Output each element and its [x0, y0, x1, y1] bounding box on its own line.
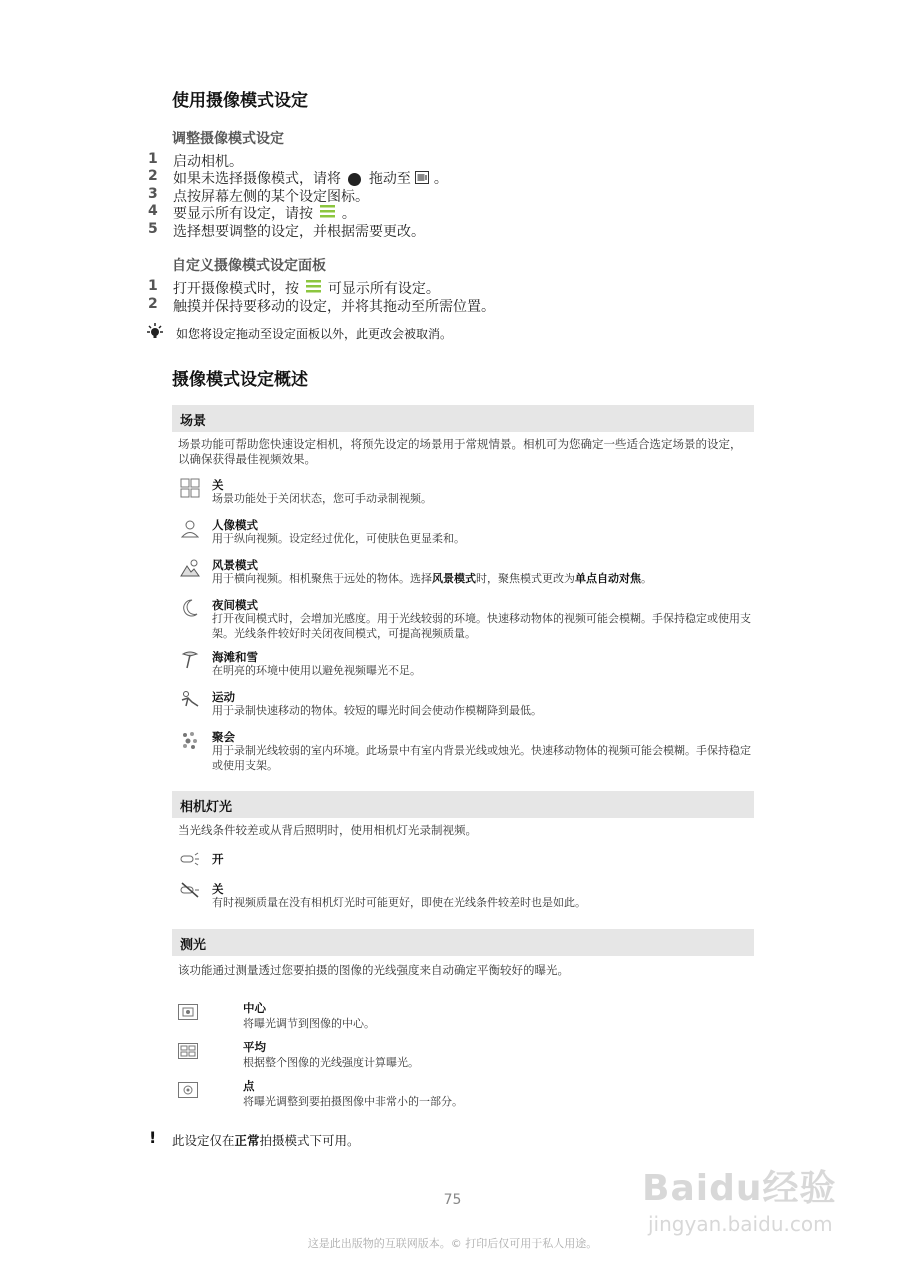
party-icon — [180, 730, 200, 750]
light-item-desc: 有时视频质量在没有相机灯光时可能更好，即使在光线条件较差时也是如此。 — [212, 896, 586, 909]
scene-item-title: 风景模式 — [212, 558, 258, 572]
step-text: 点按屏幕左侧的某个设定图标。 — [173, 189, 369, 205]
step-text-part: 。 — [433, 171, 448, 187]
step-number: 5 — [148, 221, 158, 237]
step-text: 选择想要调整的设定，并根据需要更改。 — [173, 224, 425, 240]
scene-item-desc: 打开夜间模式时，会增加光感度。用于光线较弱的环境。快速移动物体的视频可能会模糊。手保持稳定或使用支架。光线条件较好时关闭夜间模式，可提高视频质量。 — [212, 612, 751, 640]
scene-item-desc: 在明亮的环境中使用以避免视频曝光不足。 — [212, 664, 421, 677]
step-text-part: 打开摄像模式时，按 — [173, 281, 299, 297]
sports-icon — [180, 690, 200, 710]
desc-part: 。 — [641, 572, 652, 585]
light-item-title: 开 — [212, 852, 224, 866]
section-heading-customize: 自定义摄像模式设定面板 — [172, 258, 326, 274]
metering-item-desc: 将曝光调整到要拍摄图像中非常小的一部分。 — [243, 1095, 463, 1108]
step-number: 4 — [148, 203, 158, 219]
center-metering-icon — [178, 1004, 198, 1020]
metering-item-desc: 根据整个图像的光线强度计算曝光。 — [243, 1056, 419, 1069]
light-off-icon — [180, 882, 200, 902]
metering-item-title: 平均 — [243, 1040, 266, 1054]
desc-emphasis: 风景模式 — [432, 572, 476, 585]
watermark-logo: Baidu经验 — [642, 1168, 837, 1209]
scene-item-desc: 用于纵向视频。设定经过优化，可使肤色更显柔和。 — [212, 532, 465, 545]
step-number: 2 — [148, 168, 158, 184]
footer-text: 这是此出版物的互联网版本。© 打印后仅可用于私人用途。 — [307, 1237, 598, 1250]
overview-title: 摄像模式设定概述 — [172, 370, 308, 390]
scene-header — [172, 405, 754, 432]
light-header — [172, 791, 754, 818]
metering-label: 测光 — [180, 938, 207, 953]
scene-item-desc — [212, 571, 754, 586]
scene-item-title: 人像模式 — [212, 518, 258, 532]
light-label: 相机灯光 — [180, 800, 233, 815]
scene-item-title: 聚会 — [212, 730, 235, 744]
mode-dot-icon — [348, 173, 361, 186]
step-text: 启动相机。 — [173, 154, 243, 170]
step-number: 1 — [148, 278, 158, 294]
step-text: 触摸并保持要移动的设定，并将其拖动至所需位置。 — [173, 299, 495, 315]
step-text-part: 要显示所有设定，请按 — [173, 206, 313, 222]
tip-icon — [145, 322, 165, 344]
desc-part: 用于横向视频。相机聚焦于远处的物体。选择 — [212, 572, 432, 585]
step-text-part: 如果未选择摄像模式，请将 — [173, 171, 341, 187]
step-number: 2 — [148, 296, 158, 312]
light-on-icon — [180, 851, 200, 871]
scene-off-icon — [180, 478, 200, 498]
spot-metering-icon — [178, 1082, 198, 1098]
page-number: 75 — [443, 1192, 462, 1208]
scene-description: 场景功能可帮助您快速设定相机，将预先设定的场景用于常规情景。相机可为您确定一些适合选定场景的设定，以确保获得最佳视频效果。 — [178, 437, 742, 466]
step-text-part: 可显示所有设定。 — [327, 281, 440, 297]
metering-header — [172, 929, 754, 956]
step-text-part: 拖动至 — [368, 171, 411, 187]
warning-icon: ! — [149, 1128, 157, 1147]
light-item-title: 关 — [212, 882, 224, 896]
portrait-icon — [180, 518, 200, 538]
note-text — [172, 1131, 360, 1149]
average-metering-icon — [178, 1043, 198, 1059]
metering-description: 该功能通过测量透过您要拍摄的图像的光线强度来自动确定平衡较好的曝光。 — [178, 963, 569, 977]
scene-item-title: 海滩和雪 — [212, 650, 258, 664]
beach-snow-icon — [180, 650, 200, 670]
scene-item-desc: 用于录制快速移动的物体。较短的曝光时间会使动作模糊降到最低。 — [212, 704, 542, 717]
metering-item-desc: 将曝光调节到图像的中心。 — [243, 1017, 375, 1030]
scene-item-desc: 场景功能处于关闭状态，您可手动录制视频。 — [212, 492, 432, 505]
step-number: 1 — [148, 151, 158, 167]
note-part: 此设定仅在 — [172, 1133, 235, 1148]
step-number: 3 — [148, 186, 158, 202]
desc-emphasis: 单点自动对焦 — [575, 572, 641, 585]
section-heading-adjust: 调整摄像模式设定 — [172, 131, 284, 147]
video-mode-icon — [415, 171, 429, 188]
desc-part: 时，聚焦模式更改为 — [476, 572, 575, 585]
step-text — [173, 168, 448, 188]
metering-item-title: 中心 — [243, 1001, 266, 1015]
step-text-part: 。 — [341, 206, 356, 222]
scene-label: 场景 — [180, 414, 207, 429]
note-emphasis: 正常 — [234, 1133, 260, 1148]
page-title: 使用摄像模式设定 — [172, 91, 308, 111]
light-description: 当光线条件较差或从背后照明时，使用相机灯光录制视频。 — [178, 823, 477, 837]
night-icon — [180, 598, 200, 618]
scene-item-title: 夜间模式 — [212, 598, 258, 612]
scene-item-title: 关 — [212, 478, 224, 492]
metering-item-title: 点 — [243, 1079, 255, 1093]
watermark-url: jingyan.baidu.com — [648, 1212, 833, 1236]
tip-text: 如您将设定拖动至设定面板以外，此更改会被取消。 — [176, 327, 453, 341]
note-part: 拍摄模式下可用。 — [259, 1133, 360, 1148]
scene-item-desc: 用于录制光线较弱的室内环境。此场景中有室内背景光线或烛光。快速移动物体的视频可能会模糊。手保持稳定或使用支架。 — [212, 744, 751, 772]
landscape-icon — [180, 558, 200, 578]
scene-item-title: 运动 — [212, 690, 235, 704]
